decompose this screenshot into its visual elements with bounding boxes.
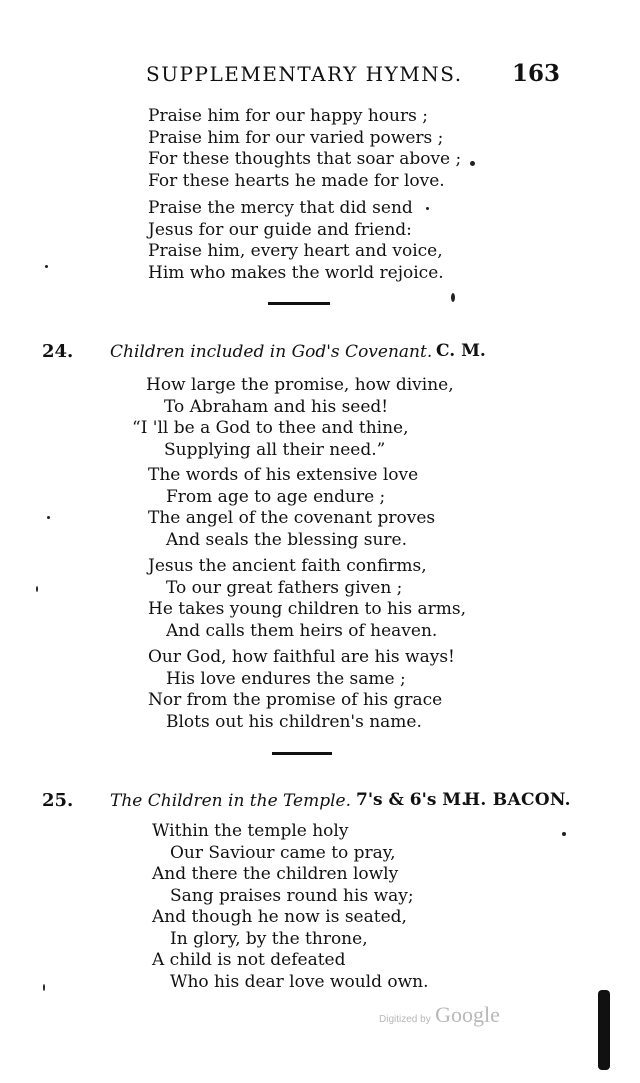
verse-line: Within the temple holy <box>152 821 349 841</box>
hymn-meter: 7's & 6's M. <box>356 790 468 810</box>
ink-speck <box>47 516 50 519</box>
verse-line: And seals the blessing sure. <box>166 529 408 550</box>
stanza <box>148 647 455 733</box>
verse-line: “I 'll be a God to thee and thine, <box>132 418 409 438</box>
verse-line: His love endures the same ; <box>166 668 406 689</box>
verse-line: Our God, how faithful are his ways! <box>148 647 455 667</box>
verse-line: To our great fathers given ; <box>166 577 403 598</box>
hymn-number: 25. <box>42 790 74 811</box>
ink-speck <box>562 832 566 836</box>
verse-line: In glory, by the throne, <box>170 928 368 949</box>
verse-line: And calls them heirs of heaven. <box>166 620 438 641</box>
section-divider <box>268 302 330 305</box>
ink-speck <box>451 293 455 302</box>
verse-line: How large the promise, how divine, <box>146 375 454 395</box>
verse-line: Praise him for our varied powers ; <box>148 127 444 148</box>
verse-line: Jesus the ancient faith confirms, <box>148 556 427 576</box>
verse-line: And there the children lowly <box>152 864 399 884</box>
stanza <box>148 465 435 551</box>
verse-line: For these hearts he made for love. <box>148 170 445 191</box>
stanza <box>148 106 461 192</box>
hymn-meter: C. M. <box>436 341 486 361</box>
verse-line: Supplying all their need.” <box>164 439 386 460</box>
verse-line: Him who makes the world rejoice. <box>148 262 444 283</box>
hymn-title: Children included in God's Covenant. <box>110 342 433 362</box>
verse-line: The words of his extensive love <box>148 465 419 485</box>
verse-line: Sang praises round his way; <box>170 885 414 906</box>
verse-line: A child is not defeated <box>152 950 346 970</box>
verse-line: And though he now is seated, <box>152 907 407 927</box>
verse-line: He takes young children to his arms, <box>148 599 467 619</box>
ink-speck <box>45 265 48 268</box>
ink-speck <box>470 161 475 166</box>
verse-line: To Abraham and his seed! <box>164 396 389 417</box>
verse-line: Blots out his children's name. <box>166 711 422 732</box>
verse-line: Praise him for our happy hours ; <box>148 106 428 126</box>
digitized-watermark <box>379 1002 500 1028</box>
verse-line: Nor from the promise of his grace <box>148 690 443 710</box>
hymn-title: The Children in the Temple. <box>110 791 352 811</box>
ink-speck <box>36 586 38 592</box>
running-head-title: SUPPLEMENTARY HYMNS. <box>146 62 463 86</box>
verse-line: Praise the mercy that did send <box>148 198 413 218</box>
verse-line: For these thoughts that soar above ; <box>148 149 462 169</box>
stanza <box>132 375 454 461</box>
stanza <box>152 821 429 993</box>
verse-line: Praise him, every heart and voice, <box>148 241 443 261</box>
watermark-brand: Google <box>435 1002 500 1027</box>
hymn-number: 24. <box>42 341 74 362</box>
page-edge-shadow <box>598 990 610 1070</box>
verse-line: From age to age endure ; <box>166 486 386 507</box>
verse-line: Our Saviour came to pray, <box>170 842 396 863</box>
watermark-prefix: Digitized by <box>379 1014 431 1025</box>
page-number: 163 <box>512 60 561 87</box>
verse-line: Jesus for our guide and friend: <box>148 219 412 240</box>
ink-speck <box>43 984 45 991</box>
verse-line: Who his dear love would own. <box>170 971 429 992</box>
stanza <box>148 556 466 642</box>
ink-speck <box>426 207 429 210</box>
section-divider <box>272 752 332 755</box>
hymn-author: H. BACON. <box>464 790 571 810</box>
stanza <box>148 198 444 284</box>
verse-line: The angel of the covenant proves <box>148 508 436 528</box>
